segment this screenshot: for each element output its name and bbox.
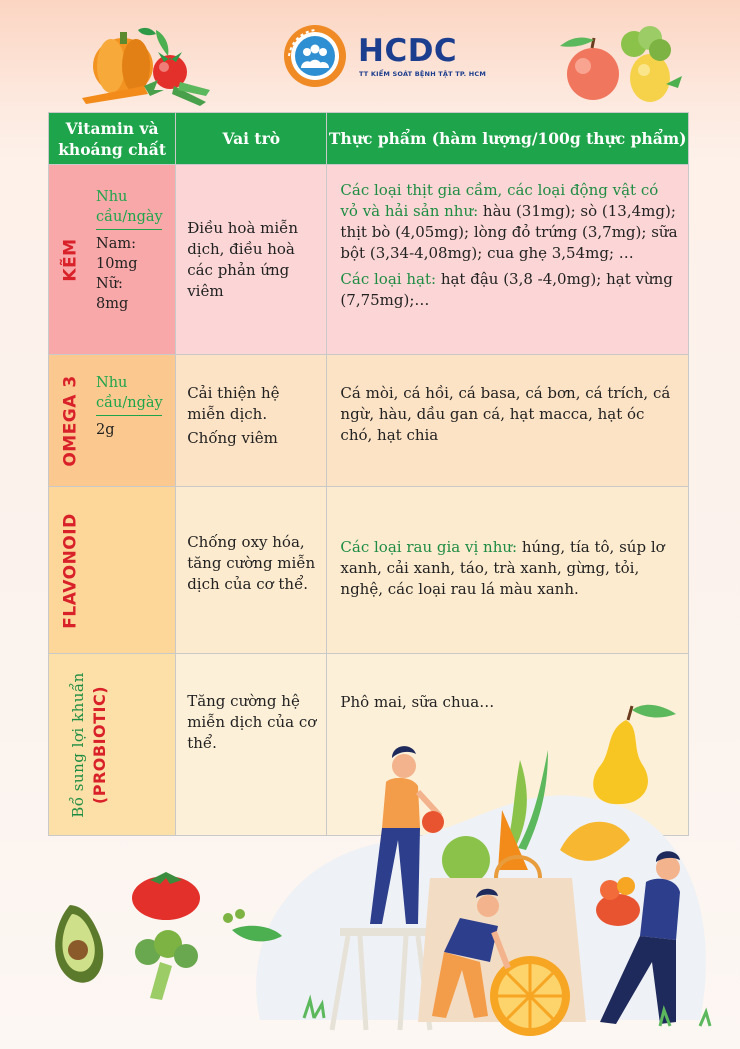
role-text: Chống oxy hóa, tăng cường miễn dịch của cơ thể. (187, 533, 316, 593)
shopping-illustration (0, 700, 740, 1049)
header-foods: Thực phẩm (hàm lượng/100g thực phẩm) (327, 113, 689, 165)
food-text: Cá mòi, cá hồi, cá basa, cá bơn, cá trích, cá ngừ, hàu, dầu gan cá, hạt macca, hạt óc chó, hạt chia (340, 384, 671, 444)
role-text: Tăng cường hệ miễn dịch của cơ thể. (187, 692, 317, 752)
food-items: hạt đậu (3,8 -4,0mg); hạt vừng (7,75mg);… (340, 270, 673, 309)
role-cell (176, 487, 327, 654)
role-cell (176, 165, 327, 355)
hcdc-logo-icon (283, 24, 347, 88)
daily-need (96, 373, 162, 440)
food-group-label: Các loại thịt gia cầm, các loại động vật có vỏ và hải sản như: (340, 181, 659, 220)
food-text (327, 165, 688, 311)
food-items: hàu (31mg); sò (13,4mg); thịt bò (4,05mg); lòng đỏ trứng (3,7mg); sữa bột (3,34-4,08mg); cua ghẹ 3,54mg; … (340, 202, 678, 262)
food-items: húng, tía tô, súp lơ xanh, cải xanh, táo, trà xanh, gừng, tỏi, nghệ, các loại rau lá màu xanh. (340, 538, 665, 598)
food-group-label: Các loại hạt: (340, 270, 437, 288)
role-line: Cải thiện hệ miễn dịch. (187, 384, 280, 423)
nutrient-name-wrap (49, 487, 93, 654)
role-text: Điều hoà miễn dịch, điều hoà các phản ứng viêm (187, 219, 299, 300)
pear-icon (593, 705, 676, 804)
nutrient-name: KẼM (60, 238, 81, 282)
nutrient-name-wrap (49, 355, 93, 487)
role-cell (176, 355, 327, 487)
daily-need-label: Nhu cầu/ngày (96, 373, 162, 416)
brand-subtitle: TT KIỂM SOÁT BỆNH TẬT TP. HCM (359, 70, 487, 78)
nutrient-name-line2: (PROBIOTIC) (90, 685, 110, 805)
nutrient-name: FLAVONOID (61, 512, 81, 629)
nutrient-cell (49, 487, 176, 654)
daily-need-value: Nam: (96, 236, 136, 252)
food-text: Phô mai, sữa chua… (340, 693, 495, 711)
daily-need-label: Nhu cầu/ngày (96, 187, 162, 230)
role-text (176, 355, 326, 449)
table-row-zinc (49, 165, 689, 355)
nutrient-name: OMEGA 3 (61, 375, 81, 467)
food-text (327, 487, 688, 600)
nutrient-name-wrap (49, 165, 93, 355)
orange-icon (490, 956, 570, 1036)
role-line: Chống viêm (187, 429, 278, 447)
fruits-icon (548, 24, 688, 106)
daily-need-value: 10mg (96, 256, 138, 272)
daily-need (96, 187, 162, 314)
broccoli-icon (135, 930, 198, 1000)
food-cell (327, 165, 689, 355)
nutrient-name-line1: Bổ sung lợi khuẩn (69, 672, 88, 818)
table-row-flavonoid (49, 487, 689, 654)
food-group-label: Các loại rau gia vị như: (340, 538, 518, 556)
daily-need-value: 8mg (96, 296, 129, 312)
nutrient-cell (49, 165, 176, 355)
tomato-icon (132, 872, 200, 920)
table-header-row (49, 113, 689, 165)
nutrient-cell (49, 355, 176, 487)
food-cell (327, 355, 689, 487)
table-row-omega3 (49, 355, 689, 487)
daily-need-value: Nữ: (96, 276, 123, 292)
header-role: Vai trò (176, 113, 327, 165)
brand-name: HCDC (358, 33, 458, 69)
vegetables-icon (78, 24, 213, 110)
food-cell (327, 487, 689, 654)
daily-need-value: 2g (96, 422, 115, 438)
avocado-icon (55, 905, 103, 983)
header-nutrient: Vitamin và khoáng chất (49, 113, 176, 165)
